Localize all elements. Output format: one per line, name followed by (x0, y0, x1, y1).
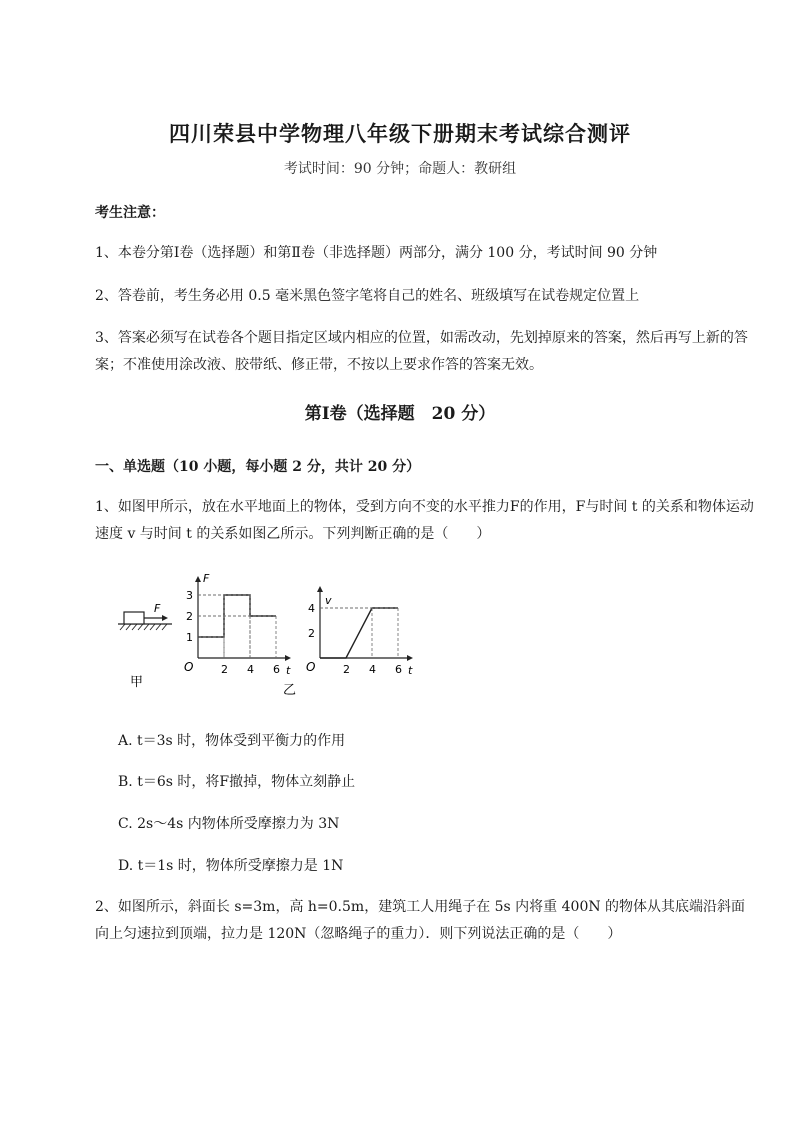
vt-t-tick-2: 2 (343, 663, 350, 676)
ft-y-tick-3: 3 (186, 589, 193, 602)
ft-y-tick-1: 1 (186, 631, 193, 644)
exam-subtitle: 考试时间：90 分钟；命题人：教研组 (283, 161, 517, 177)
question-1-text: 1、如图甲所示，放在水平地面上的物体，受到方向不变的水平推力F的作用，F与时间 t 的关系和物体运动速度 v 与时间 t 的关系如图乙所示。下列判断正确的是（ ） (95, 499, 754, 542)
ft-t-tick-4: 4 (247, 663, 254, 676)
notice-item-3: 3、答案必须写在试卷各个题目指定区域内相应的位置，如需改动，先划掉原来的答案，然后再写上新的答案；不准使用涂改液、胶带纸、修正带，不按以上要求作答的答案无效。 (95, 330, 748, 373)
vt-t-tick-4: 4 (369, 663, 376, 676)
v-axis-label: v (325, 594, 332, 607)
question-2-text: 2、如图所示，斜面长 s=3m，高 h=0.5m，建筑工人用绳子在 5s 内将重 400N 的物体从其底端沿斜面向上匀速拉到顶端，拉力是 120N（忽略绳子的重力）．则下列说法正确的是（ ） (95, 899, 746, 942)
question-1-option-d[interactable]: D. t＝1s 时，物体所受摩擦力是 1N (118, 858, 344, 874)
question-1-option-b[interactable]: B. t＝6s 时，将F撤掉，物体立刻静止 (118, 774, 356, 790)
v-t-series-line (320, 608, 398, 658)
notice-item-2: 2、答卷前，考生务必用 0.5 毫米黑色签字笔将自己的姓名、班级填写在试卷规定位置上 (95, 288, 640, 304)
f-t-graph (184, 572, 291, 677)
notice-heading: 考生注意： (95, 205, 165, 221)
vt-y-tick-4: 4 (308, 602, 315, 615)
ft-t-tick-2: 2 (221, 663, 228, 676)
question-1-figure (110, 562, 420, 702)
section-title: 第Ⅰ卷（选择题 20 分） (304, 404, 496, 424)
v-t-graph (306, 586, 413, 677)
f-axis-label: F (203, 572, 210, 585)
block (124, 612, 144, 624)
origin-label-2: O (306, 660, 316, 674)
vt-t-tick-6: 6 (395, 663, 402, 676)
notice-item-1: 1、本卷分第Ⅰ卷（选择题）和第Ⅱ卷（非选择题）两部分，满分 100 分，考试时间 90 分钟 (95, 245, 658, 261)
label-jia: 甲 (130, 675, 144, 690)
question-1-option-c[interactable]: C. 2s～4s 内物体所受摩擦力为 3N (118, 816, 340, 832)
origin-label-1: O (184, 660, 194, 674)
part-heading: 一、单选题（10 小题，每小题 2 分，共计 20 分） (95, 459, 421, 475)
ft-t-tick-6: 6 (273, 663, 280, 676)
force-label: F (154, 602, 161, 615)
ft-y-tick-2: 2 (186, 610, 193, 623)
block-diagram (118, 602, 172, 630)
t-axis-label-2: t (408, 664, 413, 677)
label-yi: 乙 (283, 683, 297, 698)
t-axis-label-1: t (286, 664, 291, 677)
exam-title: 四川荣县中学物理八年级下册期末考试综合测评 (169, 121, 631, 146)
question-1-option-a[interactable]: A. t＝3s 时，物体受到平衡力的作用 (118, 733, 346, 749)
vt-y-tick-2: 2 (308, 627, 315, 640)
